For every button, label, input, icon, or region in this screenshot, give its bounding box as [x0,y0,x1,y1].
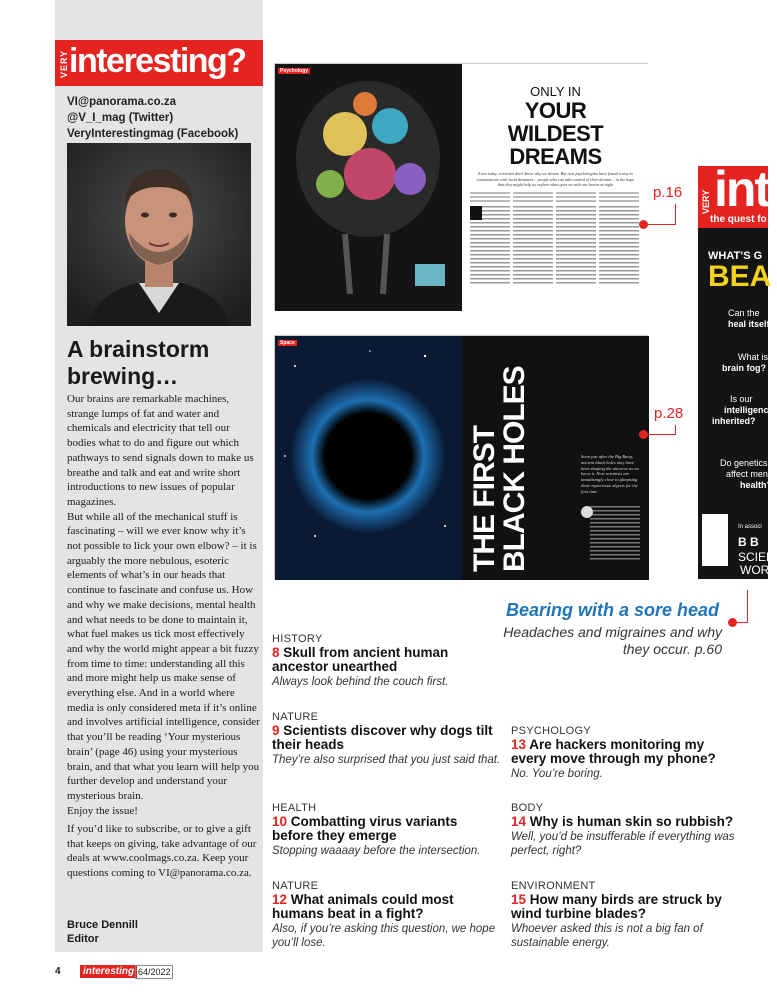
cover-question [728,308,770,330]
editorial-paragraph: Enjoy the issue! [67,804,138,817]
cover-science: SCIEN [738,550,775,564]
issue-number: 64/2022 [135,965,173,979]
article-headline-text: Skull from ancient human ancestor unearthed [272,645,449,674]
psychology-headline [462,84,649,168]
article-page-number: 13 [511,737,527,752]
cover-question-line: health? [740,480,773,490]
editor-role: Editor [67,933,99,945]
space-title-line: THE FIRST [468,426,501,572]
space-standfirst: Soon just after the Big Bang, ancient black holes may have been shaping the universe as we know it. Now scientists are tantalisingly close to glimpsing these mysterious objects for the first time [581,454,640,494]
article-page-number: 10 [272,814,288,829]
cover-question [720,458,777,491]
editor-signature [67,918,138,946]
article-item[interactable] [272,802,502,858]
page-number: 4 [55,966,61,977]
article-headline-text: How many birds are struck by wind turbine blades? [511,892,722,921]
cover-question [712,394,774,427]
article-category: ENVIRONMENT [511,880,596,892]
footer-logo: interesting [80,965,137,978]
psychology-title-line: WILDEST [507,121,604,146]
cover-question-line: affect mental [726,469,777,479]
space-ref-dot [639,430,648,439]
article-category: NATURE [272,711,319,723]
contact-facebook[interactable]: VeryInterestingmag (Facebook) [67,128,239,140]
cover-body [698,228,777,579]
psychology-spread-thumbnail[interactable] [274,63,648,310]
article-item[interactable] [511,880,741,950]
psychology-ref-dot [639,220,648,229]
contact-email[interactable]: VI@panorama.co.za [67,96,176,108]
article-headline-text: What animals could most humans beat in a fight? [272,892,454,921]
cover-bbc-logo: B B [738,535,759,549]
feature-title[interactable]: Bearing with a sore head [506,600,720,620]
cover-question-line: brain fog? [722,363,766,373]
cover-question-line: Can the [728,308,760,318]
cover-barcode [702,514,728,566]
article-subline: No. You’re boring. [511,768,603,780]
article-item[interactable] [272,633,502,689]
article-category: PSYCHOLOGY [511,725,592,737]
space-page-ref[interactable]: p.28 [654,405,684,422]
article-page-number: 15 [511,892,527,907]
feature-ref-line [747,590,748,623]
article-item[interactable] [272,711,502,767]
feature-description [470,624,722,658]
article-page-number: 9 [272,723,280,738]
article-item[interactable] [511,802,741,858]
article-headline [511,815,741,829]
cover-question-line: heal itself [728,319,770,329]
editorial-sidebar [55,0,263,952]
psychology-kicker: ONLY IN [530,84,581,99]
editorial-title: A brainstorm brewing… [67,336,210,389]
cover-question-line: inherited? [712,416,756,426]
cover-word: int [714,161,770,217]
psychology-tag: Psychology [280,68,309,74]
cover-assoc: In associ [738,524,762,530]
article-headline-text: Scientists discover why dogs tilt their heads [272,723,493,752]
article-headline [272,724,502,752]
article-subline: Also, if you’re asking this question, we hope you’ll lose. [272,923,496,949]
article-category: HEALTH [272,802,317,814]
cover-world: WOR [740,563,770,577]
article-item[interactable] [272,880,502,950]
cover-tagline: the quest fo [710,214,767,225]
subscribe-note: If you’d like to subscribe, or to give a gift that keeps on giving, take advantage of our deals at www.coolmags.co.za. Keep your questions coming to VI@panorama.co.za. [67,823,257,880]
article-page-number: 8 [272,645,280,660]
feature-desc-line: they occur. p.60 [622,641,722,657]
cover-teaser-big: BEA [708,260,772,293]
psychology-standfirst: Even today, scientists don’t know why we dream. But now psychologists have found a way to communicate with lucid dreamers – people who can take control of their dreams – in the hope that they might help us explore what goes on with our brains at night [476,171,635,187]
article-headline-text: Combatting virus variants before they emerge [272,814,458,843]
article-subline: Always look behind the couch first. [272,676,449,688]
article-headline-text: Why is human skin so rubbish? [529,814,734,829]
article-subline: Stopping waaaay before the intersection. [272,845,481,857]
article-subline: Whoever asked this is not a big fan of sustainable energy. [511,923,703,949]
editor-name: Bruce Dennill [67,919,138,931]
cover-question [722,352,768,374]
article-headline [272,893,502,921]
space-tag: Space [280,340,295,346]
article-category: NATURE [272,880,319,892]
cover-masthead [698,161,770,228]
masthead-logo [55,40,263,86]
cover-very: VERY [701,189,711,214]
editorial-paragraph: Our brains are remarkable machines, strange lumps of fat and water and chemicals and electricity that tell our bodies what to do and figure out which pathways to send signals down to make us breathe and talk and eat and write short introductions to new issues of popular magazines. [67,393,254,508]
article-headline [272,815,502,843]
article-category: BODY [511,802,544,814]
editor-portrait [67,143,251,326]
cover-teaser-top: WHAT’S G [708,250,763,262]
article-headline [511,738,741,766]
cover-question-line: Do genetics [720,458,768,468]
editorial-paragraph: But while all of the mechanical stuff is fascinating – will we ever know why it’s not possible to lick your own elbow? – it is arguably the more nebulous, esoteric elements of what’s in our heads that continue to fascinate and confuse us. How and why we make decisions, mental health and what needs to be done to maintain it, what fuel makes us tick most effectively and why the world might appear a bit fuzzy from time to time: understanding all this and more might help us make sense of everything else. And in a world where media is only considered meta if it’s online and involves artificial intelligence, consider that you’ll be reading ‘Your mysterious brain’ (page 46) using your mysterious brain, and that what you learn will help you further develop and understand your mysterious brain. [67,510,260,802]
article-headline-text: Are hackers monitoring my every move through my phone? [511,737,716,766]
magazine-cover-thumbnail[interactable] [698,161,777,579]
masthead-word: interesting? [69,42,246,80]
cover-question-line: intelligence [724,405,774,415]
article-category: HISTORY [272,633,323,645]
cover-question-line: What is [738,352,769,362]
article-headline [511,893,741,921]
psychology-ref-line [675,204,676,224]
editorial-body [67,392,261,818]
article-page-number: 12 [272,892,288,907]
feature-ref-dot [728,618,737,627]
cover-question-line: Is our [730,394,753,404]
psychology-title-line: DREAMS [509,144,602,169]
psychology-title-line: YOUR [524,98,587,123]
space-ref-line [675,425,676,434]
article-item[interactable] [511,725,741,781]
contact-twitter[interactable]: @V_I_mag (Twitter) [67,112,174,124]
space-title-line: BLACK HOLES [498,366,531,572]
space-spread-thumbnail[interactable] [274,335,648,579]
psychology-page-ref[interactable]: p.16 [653,184,683,201]
masthead-very: VERY [59,49,69,78]
article-headline [272,646,502,674]
contact-details [67,94,238,142]
article-page-number: 14 [511,814,527,829]
space-headline [470,332,530,572]
article-subline: They’re also surprised that you just said that. [272,754,501,766]
article-subline: Well, you’d be insufferable if everything was perfect, right? [511,831,735,857]
feature-desc-line: Headaches and migraines and why [503,624,722,640]
